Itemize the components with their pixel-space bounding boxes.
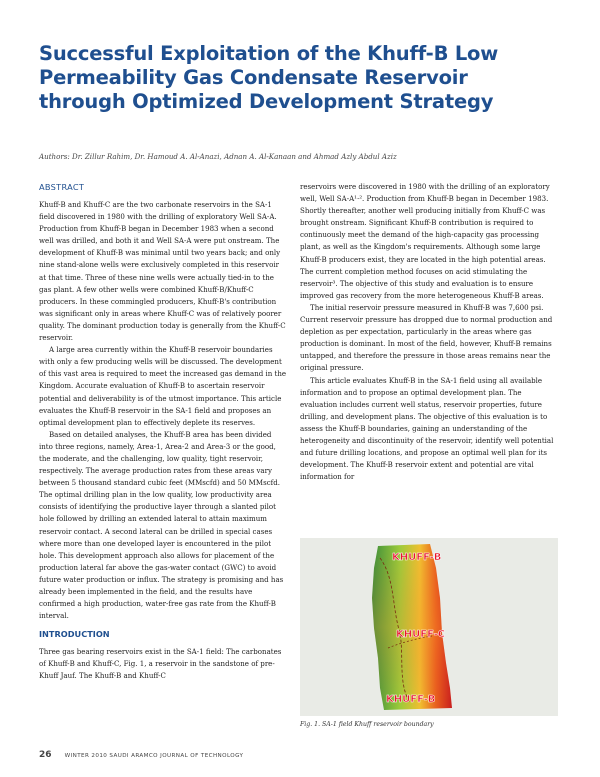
body-paragraph: This article evaluates Khuff-B in the SA-1 field using all available information and to propose an optimal development plan. The evaluation includes current well status, reservoir properties, future drilling, and development plans. The objective of this evaluation is to assess the Khuff-B boundaries, gaining an understanding of the heterogeneity and discontinuity of the reservoir, identify well potential and future drilling locations, and propose an optimal well plan for its development. The Khuff-B reservoir extent and potential are vital information for [300,375,554,482]
title-line: Permeability Gas Condensate Reservoir [39,66,468,89]
reservoir-map-figure [300,538,558,716]
body-paragraph: The initial reservoir pressure measured in Khuff-B was 7,600 psi. Current reservoir pressure has dropped due to normal production and depletion as per expectation, particularly in the areas where gas production is dominant. In most of the field, however, Khuff-B remains untapped, and therefore the pressure in those areas remains near the original pressure. [300,302,553,373]
page-footer [39,742,579,761]
title-line: through Optimized Development Strategy [39,90,494,113]
abstract-paragraph: A large area currently within the Khuff-B reservoir boundaries with only a few producing wells will be discussed. The development of this vast area is required to meet the increased gas demand in the Kingdom. Accurate evaluation of Khuff-B to ascertain reservoir potential and deliverability is of the utmost importance. This article evaluates the Khuff-B reservoir in the SA-1 field and proposes an optimal development plan to effectively deplete its reserves. [39,345,287,427]
map-label-khuff-b-south: KHUFF-B [386,694,436,705]
introduction-paragraph: Three gas bearing reservoirs exist in the SA-1 field: The carbonates of Khuff-B and Khuff-C, Fig. 1, a reservoir in the sandstone of pre-Khuff Jauf. The Khuff-B and Khuff-C [39,647,282,681]
page-number: 26 [39,750,52,760]
article-title [39,42,569,114]
map-label-khuff-b-north: KHUFF-B [392,552,442,563]
body-paragraph: reservoirs were discovered in 1980 with the drilling of an exploratory well, Well SA-A¹·². Production from Khuff-B began in December 1983. Shortly thereafter, another well producing initially from Khuff-C was brought onstream. Significant Khuff-B contribution is required to continuously meet the demand of the high-capacity gas processing plant, as well as the Kingdom's requirements. Although some large Khuff-B producers exist, they are located in the high potential areas. The current completion method focuses on acid stimulating the reservoir³. The objective of this study and evaluation is to ensure improved gas recovery from the more heterogeneous Khuff-B areas. [300,182,550,300]
left-column [39,181,287,683]
map-label-khuff-c: KHUFF-C [396,629,446,640]
abstract-paragraph: Khuff-B and Khuff-C are the two carbonate reservoirs in the SA-1 field discovered in 1980 with the drilling of exploratory Well SA-A. Production from Khuff-B began in December 1983 when a second well was drilled, and both it and Well SA-A were put onstream. The development of Khuff-B was minimal until two years back; and only nine stand-alone wells were exclusively completed in this reservoir at that time. Three of these nine wells were actually tied-in to the gas plant. A few other wells were combined Khuff-B/Khuff-C producers. In these commingled producers, Khuff-B's contribution was significant only in areas where Khuff-C was of relatively poorer quality. The dominant production today is generally from the Khuff-C reservoir. [39,200,286,343]
introduction-heading: INTRODUCTION [39,629,110,640]
abstract-heading: ABSTRACT [39,182,85,192]
journal-name: WINTER 2010 SAUDI ARAMCO JOURNAL OF TECHNOLOGY [64,753,244,759]
figure-caption: Fig. 1. SA-1 field Khuff reservoir boundary [300,721,434,728]
right-column [300,181,558,483]
title-line: Successful Exploitation of the Khuff-B Low [39,42,499,65]
reservoir-map [300,538,558,716]
author-list: Authors: Dr. Zillur Rahim, Dr. Hamoud A. Al-Anazi, Adnan A. Al-Kanaan and Ahmad Azly Abdul Aziz [39,152,397,161]
abstract-paragraph: Based on detailed analyses, the Khuff-B area has been divided into three regions, namely, Area-1, Area-2 and Area-3 or the good, the moderate, and the challenging, low quality, tight reservoir, respectively. The average production rates from these areas vary between 5 thousand standard cubic feet (MMscfd) and 50 MMscfd. The optimal drilling plan in the low quality, low productivity area consists of identifying the productive layer through a slanted pilot hole followed by drilling an extended lateral to attain maximum reservoir contact. A second lateral can be drilled in special cases where more than one developed layer is encountered in the pilot hole. This development approach also allows for placement of the production lateral far above the gas-water contact (GWC) to avoid future water production or influx. The strategy is promising and has already been implemented in the field, and the results have confirmed a high production, water-free gas rate from the Khuff-B interval. [39,429,284,621]
